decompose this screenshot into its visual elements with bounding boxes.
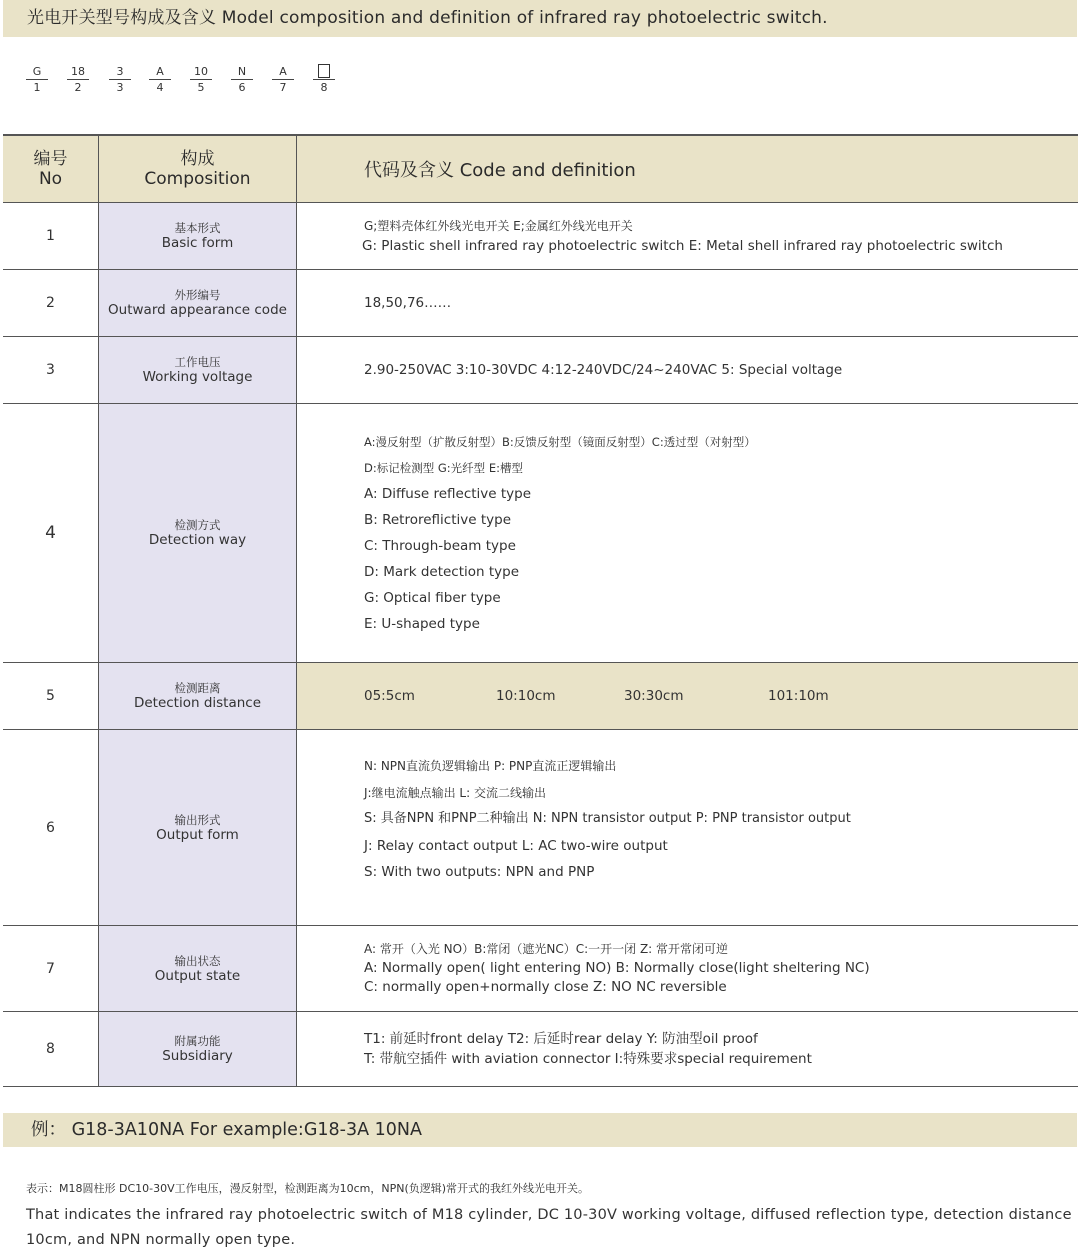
definition-line: C: normally open+normally close Z: NO NC reversible xyxy=(364,979,727,995)
distance-item: 10:10cm xyxy=(496,688,556,704)
row-composition xyxy=(99,203,297,270)
distance-item: 101:10m xyxy=(768,688,829,704)
composition-en: Detection distance xyxy=(133,695,262,711)
definition-line: G;塑料壳体红外线光电开关 E;金属红外线光电开关 xyxy=(364,219,633,233)
code-position-3 xyxy=(109,64,131,96)
row-no: 2 xyxy=(3,270,99,337)
composition-cn: 输出状态 xyxy=(174,953,221,968)
distance-item: 30:30cm xyxy=(624,688,684,704)
row-no: 3 xyxy=(3,337,99,404)
code-position-8 xyxy=(313,64,335,96)
header-composition xyxy=(99,135,297,203)
row-no: 4 xyxy=(3,404,99,663)
composition-cn: 基本形式 xyxy=(174,221,221,235)
row-composition xyxy=(99,404,297,663)
row-composition xyxy=(99,730,297,926)
row-no: 6 xyxy=(3,730,99,926)
code-position-1 xyxy=(26,64,48,96)
table-header-row xyxy=(3,135,1078,203)
note-english: That indicates the infrared ray photoelectric switch of M18 cylinder, DC 10-30V working voltage, diffused reflection type, detection distance 10cm, and NPN normally open type. xyxy=(26,1207,1072,1248)
header-composition-en: Composition xyxy=(144,169,251,189)
code-position-2 xyxy=(67,64,89,96)
table-row xyxy=(3,270,1078,337)
row-definition xyxy=(297,404,1079,663)
row-definition xyxy=(297,1012,1079,1087)
row-definition xyxy=(297,203,1079,270)
table-row xyxy=(3,663,1078,730)
definition-line: A:漫反射型（扩散反射型）B:反馈反射型（镜面反射型）C:透过型（对射型） xyxy=(364,435,756,449)
definition-line: N: NPN直流负逻辑输出 P: PNP直流正逻辑输出 xyxy=(364,759,617,773)
note-chinese: 表示：M18圆柱形 DC10-30V工作电压，漫反射型，检测距离为10cm，NPN(负逻辑)常开式的我红外线光电开关。 xyxy=(26,1182,590,1195)
page-title: 光电开关型号构成及含义 Model composition and definition of infrared ray photoelectric switch. xyxy=(3,0,1077,37)
composition-cn: 附属功能 xyxy=(174,1034,221,1048)
table-row xyxy=(3,926,1078,1012)
distance-item: 05:5cm xyxy=(364,688,415,704)
composition-cn: 工作电压 xyxy=(174,355,221,369)
code-index: 3 xyxy=(116,81,124,94)
definition-line: A: 常开（入光 NO）B:常闭（遮光NC）C:一开一闭 Z: 常开常闭可逆 xyxy=(364,942,729,956)
code-position-4 xyxy=(149,64,171,96)
code-position-7 xyxy=(272,64,294,96)
row-no: 1 xyxy=(3,203,99,270)
header-no-en: No xyxy=(38,169,63,189)
row-definition xyxy=(297,270,1079,337)
code-index: 2 xyxy=(74,81,82,94)
header-no-cn: 编号 xyxy=(33,149,68,169)
definition-line: S: With two outputs: NPN and PNP xyxy=(364,864,595,880)
definition-line: T: 带航空插件 with aviation connector I:特殊要求special requirement xyxy=(364,1051,812,1067)
definition-line: G: Plastic shell infrared ray photoelectric switch E: Metal shell infrared ray photoelectric switch xyxy=(362,238,1003,254)
definition-line: J: Relay contact output L: AC two-wire output xyxy=(364,837,668,854)
code-index: 8 xyxy=(320,81,328,94)
composition-cn: 检测距离 xyxy=(174,681,221,695)
code-position-6 xyxy=(231,64,253,96)
composition-en: Subsidiary xyxy=(162,1048,233,1064)
definition-line: A: Normally open( light entering NO) B: Normally close(light sheltering NC) xyxy=(364,960,870,976)
table-row xyxy=(3,730,1078,926)
definition-line: C: Through-beam type xyxy=(364,538,516,554)
code-index: 6 xyxy=(238,81,246,94)
row-no: 8 xyxy=(3,1012,99,1087)
row-definition xyxy=(297,337,1079,404)
composition-cn: 检测方式 xyxy=(174,518,221,532)
definition-line: E: U-shaped type xyxy=(364,616,480,632)
row-definition xyxy=(297,730,1079,926)
code-value: G xyxy=(26,64,48,80)
composition-en: Output state xyxy=(154,967,241,984)
row-no: 7 xyxy=(3,926,99,1012)
model-definition-table xyxy=(3,134,1078,1087)
composition-en: Output form xyxy=(156,826,239,843)
row-composition xyxy=(99,337,297,404)
composition-en: Working voltage xyxy=(142,369,253,385)
row-composition xyxy=(99,926,297,1012)
definition-line: S: 具备NPN 和PNP二种输出 N: NPN transistor output P: PNP transistor output xyxy=(364,811,851,826)
composition-en: Outward appearance code xyxy=(108,302,287,318)
row-composition xyxy=(99,1012,297,1087)
header-code-definition: 代码及含义 Code and definition xyxy=(297,135,1079,203)
composition-cn: 输出形式 xyxy=(174,812,221,827)
definition-line: D: Mark detection type xyxy=(364,564,520,580)
code-position-5 xyxy=(190,64,212,96)
header-no xyxy=(3,135,99,203)
code-index: 5 xyxy=(197,81,205,94)
code-value: N xyxy=(231,64,253,80)
example-banner: 例： G18-3A10NA For example:G18-3A 10NA xyxy=(3,1113,1077,1147)
table-row xyxy=(3,1012,1078,1087)
code-index: 7 xyxy=(279,81,287,94)
definition-line: D:标记检测型 G:光纤型 E:槽型 xyxy=(364,461,523,475)
composition-en: Basic form xyxy=(161,235,234,251)
definition-line: 2.90-250VAC 3:10-30VDC 4:12-240VDC/24~240VAC 5: Special voltage xyxy=(364,362,843,378)
table-row xyxy=(3,203,1078,270)
code-index: 4 xyxy=(156,81,164,94)
code-index: 1 xyxy=(33,81,41,94)
table-row xyxy=(3,404,1078,663)
composition-cn: 外形编号 xyxy=(174,288,221,302)
code-value: A xyxy=(272,64,294,80)
definition-line: B: Retroreflictive type xyxy=(364,512,512,528)
blank-box-icon xyxy=(318,64,330,78)
code-value xyxy=(313,64,335,80)
definition-line: A: Diffuse reflective type xyxy=(364,486,532,502)
row-composition xyxy=(99,270,297,337)
code-value: 18 xyxy=(67,64,89,80)
row-definition xyxy=(297,663,1079,730)
definition-line: 18,50,76…… xyxy=(364,295,452,311)
header-composition-cn: 构成 xyxy=(180,149,215,169)
definition-line: J:继电流触点输出 L: 交流二线输出 xyxy=(364,785,546,800)
row-definition xyxy=(297,926,1079,1012)
composition-en: Detection way xyxy=(148,532,247,548)
code-value: 10 xyxy=(190,64,212,80)
row-no: 5 xyxy=(3,663,99,730)
code-value: A xyxy=(149,64,171,80)
definition-line: G: Optical fiber type xyxy=(364,590,501,606)
row-composition xyxy=(99,663,297,730)
table-row xyxy=(3,337,1078,404)
definition-line: T1: 前延时front delay T2: 后延时rear delay Y: 防油型oil proof xyxy=(364,1031,758,1047)
code-value: 3 xyxy=(109,64,131,80)
